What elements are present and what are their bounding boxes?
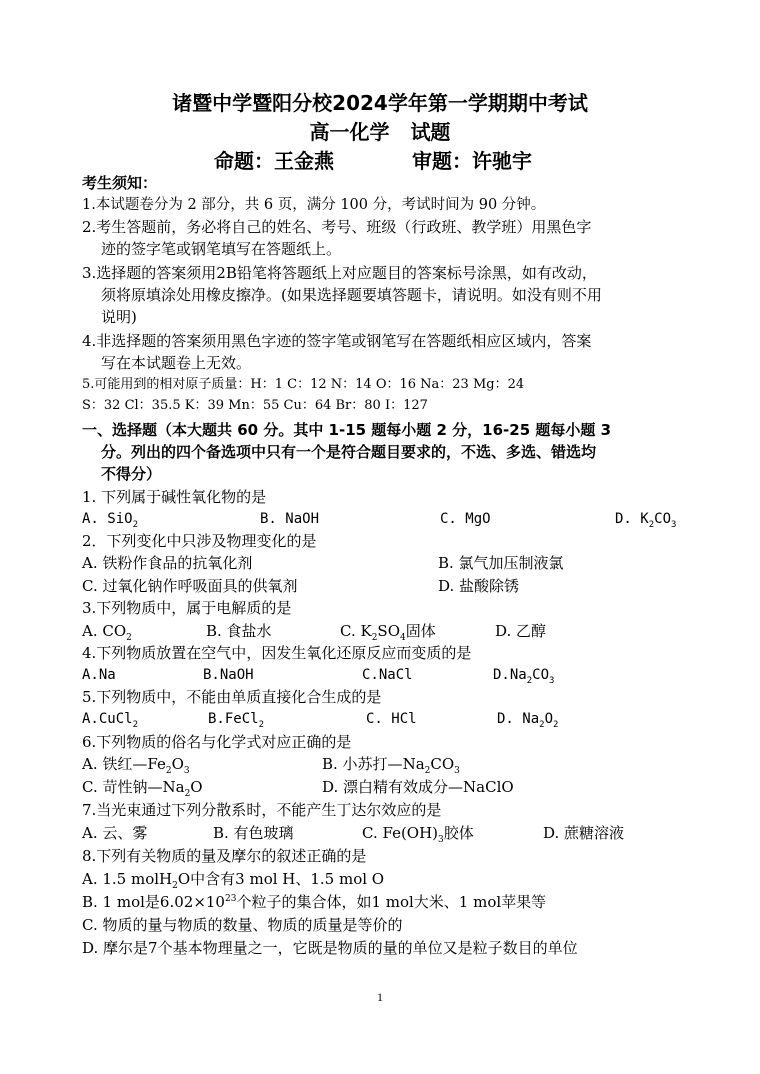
notice-item-4-line-2: 写在本试题卷上无效。 [101, 354, 252, 372]
question-6-option-c: C. 苛性钠$—Na_2O$ [82, 778, 203, 799]
question-2-stem: 2．下列变化中只涉及物理变化的是 [82, 532, 317, 550]
question-3-option-d: D. 乙醇 [495, 622, 547, 640]
question-7-stem: 7.当光束通过下列分散系时，不能产生丁达尔效应的是 [82, 801, 442, 819]
question-2-option-b: B. 氯气加压制液氯 [438, 554, 564, 572]
notice-item-2-line-1: 2.考生答题前，务必将自己的姓名、考号、班级（行政班、教学班）用黑色字 [82, 218, 592, 236]
question-7-option-c: C. $Fe(OH)_3$胶体 [362, 824, 474, 845]
page-number: 1 [377, 990, 383, 1004]
question-8-option-d: D. 摩尔是7个基本物理量之一，它既是物质的量的单位又是粒子数目的单位 [82, 939, 578, 957]
question-8-stem: 8.下列有关物质的量及摩尔的叙述正确的是 [82, 847, 367, 865]
exam-title: 诸暨中学暨阳分校2024学年第一学期期中考试 [172, 91, 588, 115]
question-3-option-c: C. $K_2SO_4$固体 [340, 622, 436, 643]
section-1-heading-line-1: 一、选择题（本大题共 60 分。其中 1-15 题每小题 2 分，16-25 题每小题 3 [82, 421, 612, 439]
question-7-option-a: A. 云、雾 [82, 824, 148, 842]
question-3-option-a: A. $CO_2$ [82, 622, 132, 643]
question-4-option-a: A.Na [82, 667, 116, 683]
question-6-option-d: D. 漂白精有效成分—NaClO [322, 778, 514, 796]
reviewer-line: 审题：许驰宇 [412, 149, 532, 173]
question-4-option-d: $D.Na_2CO_3$ [493, 667, 555, 686]
question-5-option-a: A.CuCl$_2$ [82, 711, 138, 730]
question-7-option-d: D. 蔗糖溶液 [543, 824, 625, 842]
question-8-option-a: A. 1.5 molH$_2$O中含有3 mol H、1.5 mol O [82, 870, 385, 891]
question-2-option-d: D. 盐酸除锈 [438, 577, 520, 595]
section-1-heading-line-2: 分。列出的四个备选项中只有一个是符合题目要求的，不选、多选、错选均 [101, 443, 597, 461]
notice-item-3-line-1: 3.选择题的答案须用2B铅笔将答题纸上对应题目的答案标号涂黑，如有改动， [82, 264, 597, 282]
question-1-stem: 1. 下列属于碱性氧化物的是 [82, 488, 267, 506]
question-4-option-b: B.NaOH [203, 667, 254, 683]
section-1-heading-line-3: 不得分） [101, 465, 162, 483]
notice-item-2-line-2: 迹的签字笔或钢笔填写在答题纸上。 [101, 240, 342, 258]
question-2-option-c: C. 过氧化钠作呼吸面具的供氧剂 [82, 577, 298, 595]
question-8-option-c: C. 物质的量与物质的数量、物质的质量是等价的 [82, 916, 403, 934]
question-7-option-b: B. 有色玻璃 [213, 824, 294, 842]
question-1-option-a: A. SiO$_2$ [82, 511, 138, 530]
notice-title: 考生须知： [82, 174, 158, 192]
notice-item-4-line-1: 4.非选择题的答案须用黑色字迹的签字笔或钢笔写在答题纸相应区域内，答案 [82, 332, 592, 350]
question-3-stem: 3.下列物质中，属于电解质的是 [82, 599, 292, 617]
question-2-option-a: A. 铁粉作食品的抗氧化剂 [82, 554, 253, 572]
question-1-option-b: B. NaOH [260, 511, 320, 527]
question-5-option-c: C. HCl [366, 711, 417, 727]
question-5-option-b: B.FeCl$_2$ [208, 711, 264, 730]
notice-item-1: 1.本试题卷分为 2 部分，共 6 页，满分 100 分，考试时间为 90 分钟。 [82, 197, 546, 213]
question-4-option-c: C.NaCl [362, 667, 413, 683]
question-3-option-b: B. 食盐水 [206, 622, 272, 640]
question-1-option-d: D. $K_2CO_3$ [615, 511, 677, 530]
question-6-option-b: B. 小苏打$—Na_2CO_3$ [322, 755, 460, 776]
setter-line: 命题：王金燕 [214, 149, 334, 173]
notice-item-3-line-2: 须将原填涂处用橡皮擦净。(如果选择题要填答题卡，请说明。如没有则不用 [101, 286, 602, 304]
question-4-stem: 4.下列物质放置在空气中，因发生氧化还原反应而变质的是 [82, 644, 472, 662]
notice-item-5-line-1: 5.可能用到的相对原子质量：H：1 C：12 N：14 O：16 Na：23 Mg：24 [82, 377, 525, 392]
question-8-option-b: B. 1 mol是$6.02\times 10^{23}$个粒子的集合体，如1 mol大米、1 mol苹果等 [82, 893, 547, 911]
question-1-option-c: C. MgO [440, 511, 491, 527]
question-6-stem: 6.下列物质的俗名与化学式对应正确的是 [82, 733, 352, 751]
question-5-option-d: D. $Na_2O_2$ [497, 711, 559, 730]
question-5-stem: 5.下列物质中，不能由单质直接化合生成的是 [82, 688, 382, 706]
question-6-option-a: A. 铁红$—Fe_2O_3$ [82, 755, 190, 776]
notice-item-5-line-2: S：32 Cl：35.5 K：39 Mn：55 Cu：64 Br：80 I：127 [82, 398, 428, 413]
notice-item-3-line-3: 说明) [101, 308, 137, 326]
exam-subject: 高一化学 试题 [309, 120, 451, 144]
